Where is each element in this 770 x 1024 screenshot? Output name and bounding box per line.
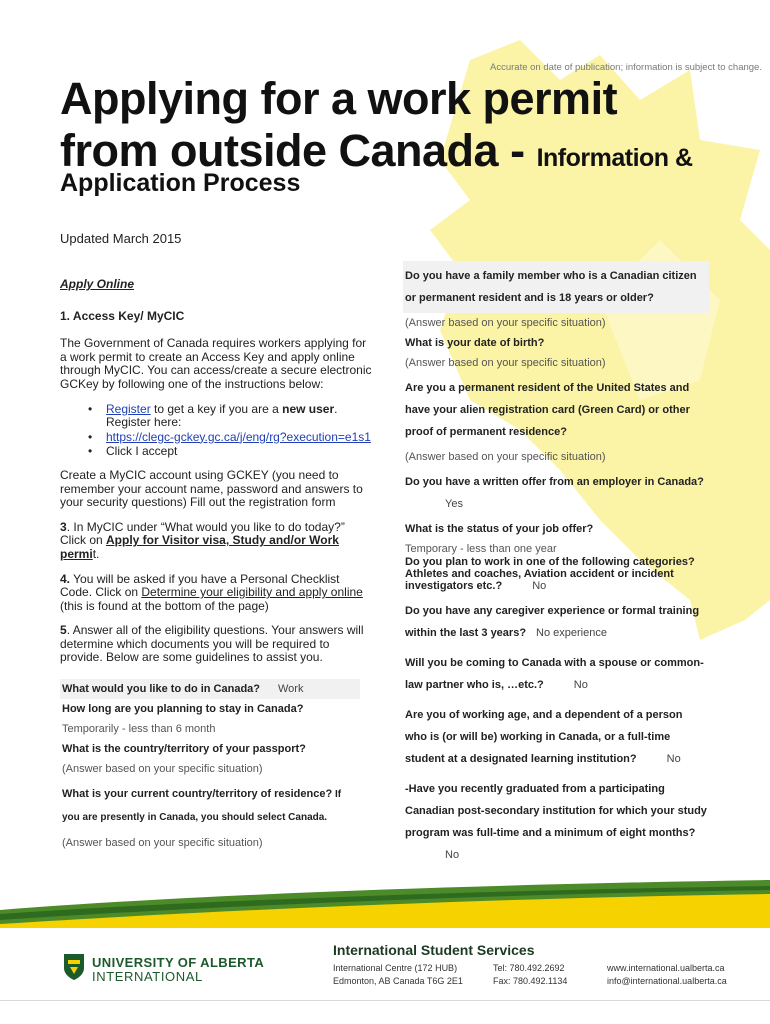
qa-question bbox=[403, 774, 709, 870]
address-line2: Edmonton, AB Canada T6G 2E1 bbox=[333, 976, 463, 986]
q-text: Do you have any caregiver experience or formal training within the last 3 years? bbox=[405, 605, 700, 639]
q-answer: No bbox=[445, 849, 460, 861]
qa-question: What is your date of birth? bbox=[405, 337, 545, 349]
qa-question: Are you a permanent resident of the United States and have your alien registration card (Green Card) or other proof of permanent residence? bbox=[405, 382, 690, 438]
qa-answer: Temporary - less than one year bbox=[405, 543, 557, 555]
page-title-line2-sub: Information & bbox=[536, 144, 693, 172]
gckey-register-url-link[interactable]: https://clegc-gckey.gc.ca/j/eng/rg?execution=e1s1 bbox=[106, 429, 371, 444]
fax: Fax: 780.492.1134 bbox=[493, 976, 568, 986]
step3-tail: t. bbox=[92, 546, 100, 561]
q-answer: No bbox=[573, 679, 588, 691]
address-line1: International Centre (172 HUB) bbox=[333, 963, 458, 973]
step5-number: 5 bbox=[60, 623, 67, 638]
disclaimer-note: Accurate on date of publication; information is subject to change. bbox=[490, 62, 762, 73]
right-qa-block bbox=[403, 261, 709, 870]
list-item bbox=[60, 403, 372, 430]
qa-question: How long are you planning to stay in Canada? bbox=[62, 703, 304, 715]
page-title-line2-main: from outside Canada - bbox=[60, 125, 525, 176]
page-title-line3: Application Process bbox=[60, 169, 301, 197]
qa-question bbox=[403, 555, 709, 596]
page-title-line2 bbox=[60, 125, 693, 176]
step3-text: . In MyCIC under “What would you like to do today?” Click on bbox=[60, 519, 345, 548]
step4-text2: (this is found at the bottom of the page) bbox=[60, 598, 269, 613]
intro-paragraph: The Government of Canada requires workers applying for a work permit to create an Access Key and apply online through MyCIC. You can access/create a secure electronic GCKey by following one of the instructions below: bbox=[60, 336, 372, 391]
qa-question bbox=[403, 467, 709, 519]
bullet1-tail: . Register here: bbox=[106, 401, 338, 430]
left-column bbox=[60, 278, 372, 676]
q-answer: Work bbox=[278, 683, 304, 695]
q-tail: If you are presently in Canada, you should select Canada. bbox=[62, 789, 342, 823]
qa-answer: (Answer based on your specific situation) bbox=[405, 451, 606, 463]
q-answer: No experience bbox=[536, 627, 607, 639]
qa-question bbox=[403, 648, 709, 700]
q-answer: No bbox=[666, 753, 681, 765]
qa-question: What is the status of your job offer? bbox=[405, 523, 594, 535]
qa-question bbox=[403, 596, 709, 648]
apply-visitor-study-work-link[interactable]: Apply for Visitor visa, Study and/or Work permi bbox=[60, 533, 339, 561]
q-text: What would you like to do in Canada? bbox=[62, 683, 260, 695]
q-text: Will you be coming to Canada with a spouse or common-law partner who is, …etc.? bbox=[405, 657, 704, 691]
qa-answer: (Answer based on your specific situation) bbox=[62, 763, 263, 775]
qa-answer: (Answer based on your specific situation) bbox=[405, 317, 606, 329]
footer-swoosh-band bbox=[0, 880, 770, 928]
page-title-line1: Applying for a work permit bbox=[60, 73, 618, 124]
step4-text1: You will be asked if you have a Personal Checklist Code. Click on bbox=[60, 571, 340, 600]
list-item bbox=[60, 431, 372, 445]
footer-divider bbox=[0, 1000, 770, 1001]
step4-number: 4. bbox=[60, 571, 71, 586]
bullet-icon: • bbox=[88, 444, 93, 459]
q-text: Do you plan to work in one of the following categories? Athletes and coaches, Aviation accident or incident investigators etc.? bbox=[405, 556, 695, 592]
step3-paragraph bbox=[60, 521, 372, 562]
q-text: Do you have a written offer from an employer in Canada? bbox=[405, 476, 704, 488]
bullet-icon: • bbox=[88, 429, 93, 444]
determine-eligibility-link[interactable]: Determine your eligibility and apply online bbox=[141, 585, 363, 600]
q-text: -Have you recently graduated from a participating Canadian post-secondary institution for which your study program was full-time and a minimum of eight months? bbox=[405, 783, 707, 839]
university-unit: INTERNATIONAL bbox=[92, 969, 203, 984]
qa-answer: Temporarily - less than 6 month bbox=[62, 723, 216, 735]
list-item bbox=[60, 445, 372, 459]
website-link[interactable]: www.international.ualberta.ca bbox=[607, 963, 725, 973]
q-answer: No bbox=[532, 580, 547, 592]
apply-online-heading: Apply Online bbox=[60, 277, 135, 291]
step5-paragraph bbox=[60, 624, 372, 665]
instruction-list bbox=[60, 403, 372, 459]
university-name: UNIVERSITY OF ALBERTA bbox=[92, 955, 265, 970]
qa-question bbox=[403, 700, 709, 774]
qa-question: What is the country/territory of your passport? bbox=[62, 743, 306, 755]
q-text: What is your current country/territory of residence? bbox=[62, 788, 333, 800]
email-link[interactable]: info@international.ualberta.ca bbox=[607, 976, 727, 986]
university-shield-icon bbox=[62, 952, 86, 982]
bullet-icon: • bbox=[88, 401, 93, 416]
access-key-heading: 1. Access Key/ MyCIC bbox=[60, 308, 185, 323]
mycic-paragraph: Create a MyCIC account using GCKEY (you need to remember your account name, password and answers to your security questions) Fill out the registration form bbox=[60, 467, 363, 510]
click-accept-text: Click I accept bbox=[106, 444, 178, 459]
left-qa-block bbox=[60, 679, 360, 853]
iss-title: International Student Services bbox=[333, 942, 535, 958]
new-user-bold: new user bbox=[282, 401, 335, 416]
qa-question bbox=[60, 779, 360, 833]
qa-question bbox=[60, 679, 360, 699]
qa-answer: (Answer based on your specific situation) bbox=[62, 837, 263, 849]
q-text: Are you of working age, and a dependent of a person who is (or will be) working in Canada, or a full-time student at a designated learning institution? bbox=[405, 709, 683, 765]
telephone: Tel: 780.492.2692 bbox=[493, 963, 565, 973]
updated-date: Updated March 2015 bbox=[60, 231, 182, 246]
register-link[interactable]: Register bbox=[106, 401, 151, 416]
step4-paragraph bbox=[60, 573, 372, 614]
qa-question: Do you have a family member who is a Canadian citizen or permanent resident and is 18 years or older? bbox=[403, 261, 709, 313]
q-answer: Yes bbox=[445, 498, 463, 510]
bullet1-text: to get a key if you are a bbox=[150, 401, 283, 416]
step3-number: 3 bbox=[60, 519, 67, 534]
step5-text: . Answer all of the eligibility questions. Your answers will determine which documents you will be required to provide. Below are some guidelines to assist you. bbox=[60, 623, 364, 665]
qa-answer: (Answer based on your specific situation) bbox=[405, 357, 606, 369]
